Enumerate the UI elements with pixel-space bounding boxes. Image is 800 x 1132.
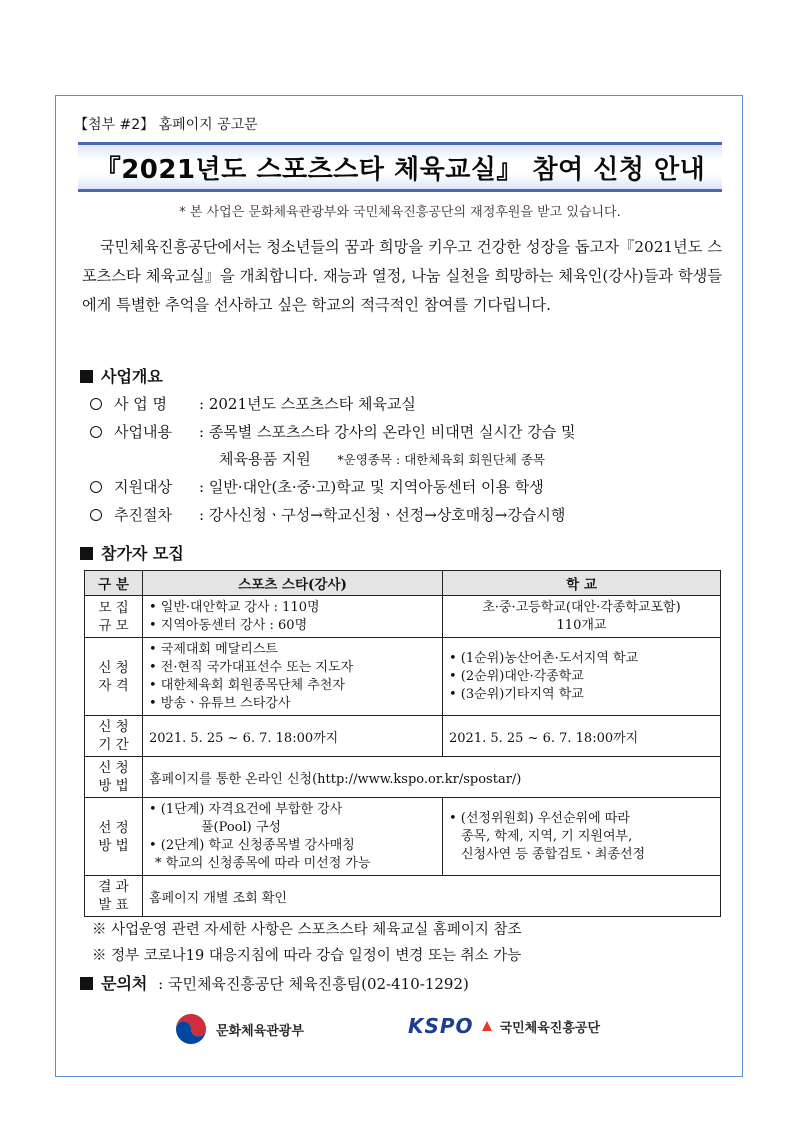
recruit-heading [80, 541, 184, 564]
item-value: : 강사신청ㆍ구성→학교신청ㆍ선정→상호매칭→강습시행 [199, 506, 566, 524]
contact-value: : 국민체육진흥공단 체육진흥팀(02-410-1292) [158, 975, 469, 993]
item-label: 사업내용 [114, 423, 172, 441]
item-value: : 2021년도 스포츠스타 체육교실 [199, 395, 416, 413]
school-cell: • (선정위원회) 우선순위에 따라 종목, 학제, 지역, 기 지원여부, 신청사연 등 종합검토ㆍ최종선정 [443, 798, 721, 876]
star-cell: • (1단계) 자격요건에 부합한 강사 풀(Pool) 구성 • (2단계) 학교 신청종목별 강사매칭 * 학교의 신청종목에 따라 미선정 가능 [143, 798, 443, 876]
circle-bullet-icon [90, 398, 102, 410]
overview-item-content-line2 [219, 448, 545, 469]
overview-heading-text: 사업개요 [101, 367, 163, 386]
sponsor-note: * 본 사업은 문화체육관광부와 국민체육진흥공단의 재정후원을 받고 있습니다. [179, 205, 621, 220]
contact-line [80, 971, 469, 994]
square-bullet-icon [80, 977, 93, 990]
recruit-heading-text: 참가자 모집 [101, 544, 184, 563]
note-1: ※ 사업운영 관련 자세한 사항은 스포츠스타 체육교실 홈페이지 참조 [92, 922, 522, 938]
star-cell: • 국제대회 메달리스트 • 전·현직 국가대표선수 또는 지도자 • 대한체육회 회원종목단체 추천자 • 방송ㆍ유튜브 스타강사 [143, 638, 443, 716]
table-row [85, 798, 721, 876]
school-cell: • (1순위)농산어촌·도서지역 학교 • (2순위)대안·각종학교 • (3순위)기타지역 학교 [443, 638, 721, 716]
item-value-cont: 체육용품 지원 [219, 450, 311, 468]
mcst-name: 문화체육관광부 [216, 1023, 304, 1039]
note-2: ※ 정부 코로나19 대응지침에 따라 강습 일정이 변경 또는 취소 가능 [92, 948, 522, 964]
col-header: 구 분 [85, 571, 143, 596]
table-row [85, 757, 721, 798]
square-bullet-icon [80, 370, 93, 383]
kspo-logo [408, 1014, 600, 1038]
attachment-label: 【첨부 #2】 홈페이지 공고문 [74, 117, 258, 133]
recruit-table [84, 570, 721, 917]
kspo-name: 국민체육진흥공단 [499, 1020, 601, 1036]
square-bullet-icon [80, 547, 93, 560]
overview-item-process [90, 504, 565, 525]
intro-paragraph [82, 233, 722, 320]
circle-bullet-icon [90, 481, 102, 493]
table-row [85, 596, 721, 638]
contact-heading: 문의처 [101, 974, 148, 993]
title-banner [78, 142, 722, 192]
merged-cell: 홈페이지 개별 조회 확인 [143, 876, 721, 917]
row-label: 선 정 방 법 [85, 798, 143, 876]
taegeuk-icon [174, 1012, 208, 1046]
row-label: 신 청 방 법 [85, 757, 143, 798]
table-row [85, 716, 721, 757]
overview-item-content [90, 421, 575, 442]
star-cell: • 일반·대안학교 강사 : 110명 • 지역아동센터 강사 : 60명 [143, 596, 443, 638]
merged-cell: 홈페이지를 통한 온라인 신청(http://www.kspo.or.kr/spostar/) [143, 757, 721, 798]
col-header: 스포츠 스타(강사) [143, 571, 443, 596]
flame-icon [480, 1019, 494, 1033]
kspo-mark: KSPO [408, 1014, 474, 1038]
page-title: 『2021년도 스포츠스타 체육교실』 참여 신청 안내 [94, 154, 706, 185]
row-label: 모 집 규 모 [85, 596, 143, 638]
item-label: 추진절차 [114, 506, 172, 524]
table-header-row [85, 571, 721, 596]
circle-bullet-icon [90, 426, 102, 438]
item-label: 지원대상 [114, 478, 172, 496]
item-value: : 종목별 스포츠스타 강사의 온라인 비대면 실시간 강습 및 [199, 423, 576, 441]
item-value: : 일반·대안(초·중·고)학교 및 지역아동센터 이용 학생 [199, 478, 544, 496]
col-header: 학 교 [443, 571, 721, 596]
circle-bullet-icon [90, 509, 102, 521]
school-cell: 2021. 5. 25 ~ 6. 7. 18:00까지 [443, 716, 721, 757]
mcst-logo [174, 1012, 304, 1046]
star-cell: 2021. 5. 25 ~ 6. 7. 18:00까지 [143, 716, 443, 757]
row-label: 결 과 발 표 [85, 876, 143, 917]
table-row [85, 876, 721, 917]
school-cell: 초·중·고등학교(대안·각종학교포함) 110개교 [443, 596, 721, 638]
overview-heading [80, 364, 163, 387]
row-label: 신 청 기 간 [85, 716, 143, 757]
table-row [85, 638, 721, 716]
row-label: 신 청 자 격 [85, 638, 143, 716]
operation-note: *운영종목 : 대한체육회 회원단체 종목 [337, 452, 545, 467]
item-label: 사 업 명 [114, 395, 168, 413]
intro-text: 국민체육진흥공단에서는 청소년들의 꿈과 희망을 키우고 건강한 성장을 돕고자『2021년도 스포츠스타 체육교실』을 개최합니다. 재능과 열정, 나눔 실천을 희망하는 체육인(강사)들과 학생들에게 특별한 추억을 선사하고 싶은 학교의 적극적인 참여를 기다립니다. [82, 238, 722, 314]
overview-item-target [90, 476, 544, 497]
overview-item-name [90, 393, 416, 414]
